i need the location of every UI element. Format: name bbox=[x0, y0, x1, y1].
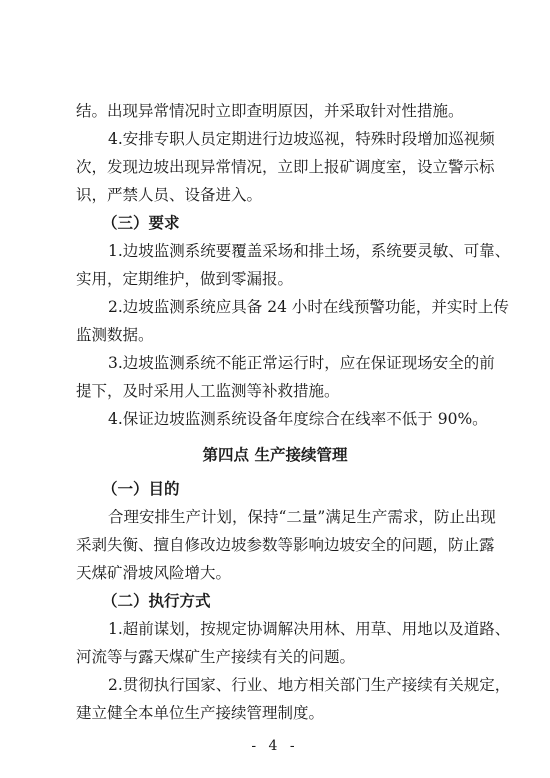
paragraph-line: 河流等与露天煤矿生产接续有关的问题。 bbox=[76, 648, 356, 666]
paragraph-line: 2.贯彻执行国家、行业、地方相关部门生产接续有关规定， bbox=[108, 676, 511, 694]
paragraph-line: 监测数据。 bbox=[76, 326, 154, 344]
paragraph-line: 次，发现边坡出现异常情况，立即上报矿调度室，设立警示标 bbox=[76, 158, 495, 176]
paragraph-line: 合理安排生产计划，保持“二量”满足生产需求，防止出现 bbox=[108, 508, 496, 526]
paragraph-line: 1.边坡监测系统要覆盖采场和排土场，系统要灵敏、可靠、 bbox=[108, 242, 511, 260]
section-heading: （三）要求 bbox=[102, 214, 180, 232]
paragraph-line: 2.边坡监测系统应具备 24 小时在线预警功能，并实时上传 bbox=[108, 298, 509, 316]
section-heading: （二）执行方式 bbox=[102, 592, 211, 610]
paragraph-line: 采剥失衡、擅自修改边坡参数等影响边坡安全的问题，防止露 bbox=[76, 536, 495, 554]
paragraph-line: 识，严禁人员、设备进入。 bbox=[76, 186, 263, 204]
section-heading: （一）目的 bbox=[102, 480, 180, 498]
paragraph-line: 实用，定期维护，做到零漏报。 bbox=[76, 270, 294, 288]
paragraph-line: 4.安排专职人员定期进行边坡巡视，特殊时段增加巡视频 bbox=[108, 130, 495, 148]
paragraph-line: 结。出现异常情况时立即查明原因，并采取针对性措施。 bbox=[76, 102, 464, 120]
paragraph-line: 建立健全本单位生产接续管理制度。 bbox=[76, 704, 325, 722]
chapter-heading: 第四点 生产接续管理 bbox=[202, 446, 348, 464]
paragraph-line: 提下，及时采用人工监测等补救措施。 bbox=[76, 382, 340, 400]
paragraph-line: 天煤矿滑坡风险增大。 bbox=[76, 564, 232, 582]
paragraph-line: 4.保证边坡监测系统设备年度综合在线率不低于 90%。 bbox=[108, 410, 488, 428]
paragraph-line: 3.边坡监测系统不能正常运行时，应在保证现场安全的前 bbox=[108, 354, 495, 372]
paragraph-line: 1.超前谋划，按规定协调解决用林、用草、用地以及道路、 bbox=[108, 620, 511, 638]
page-number: - 4 - bbox=[251, 738, 299, 754]
